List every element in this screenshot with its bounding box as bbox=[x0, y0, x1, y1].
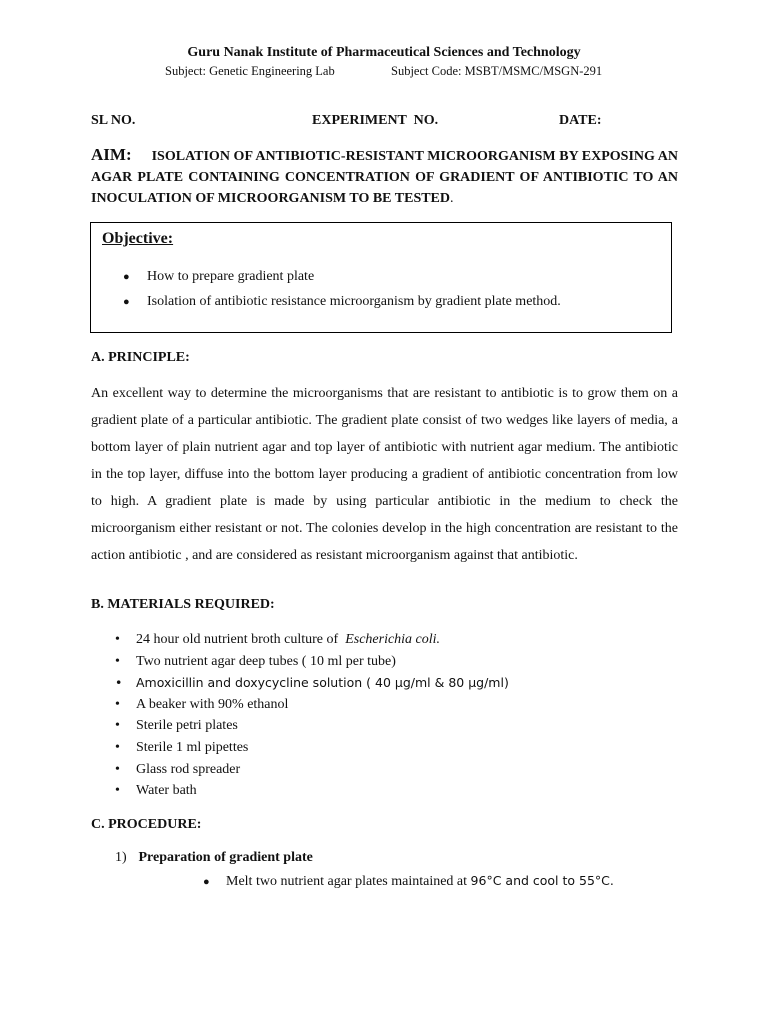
list-item: • Water bath bbox=[115, 780, 509, 802]
principle-paragraph: An excellent way to determine the microorganisms that are resistant to antibiotic is to grow them on a gradient plate of a particular antibiotic. The gradient plate consist of two wedges like layers of media, a bottom layer of plain nutrient agar and top layer of antibiotic with nutrient agar medium. The antibiotic in the top layer, diffuse into the bottom layer producing a gradient of antibiotic concentration from low to high. A gradient plate is made by using particular antibiotic in the medium to check the microorganism either resistant or not. The colonies develop in the high concentration are resistant to the action antibiotic , and are considered as resistant microorganism against that antibiotic. bbox=[91, 386, 678, 563]
aim-tail: . bbox=[450, 191, 454, 206]
sl-no-label: SL NO. bbox=[91, 113, 136, 128]
list-item: • Sterile 1 ml pipettes bbox=[115, 737, 509, 759]
list-item: • Amoxicillin and doxycycline solution ( 40 µg/ml & 80 µg/ml) bbox=[115, 672, 509, 694]
list-item: • Two nutrient agar deep tubes ( 10 ml per tube) bbox=[115, 651, 509, 673]
materials-heading: B. MATERIALS REQUIRED: bbox=[91, 597, 275, 612]
objective-box bbox=[90, 222, 672, 333]
aim-text: ISOLATION OF ANTIBIOTIC-RESISTANT MICROORGANISM BY EXPOSING AN AGAR PLATE CONTAINING CONCENTRATION OF GRADIENT OF ANTIBIOTIC TO AN INOCULATION OF MICROORGANISM TO BE TESTED bbox=[91, 149, 678, 206]
list-item: • A beaker with 90% ethanol bbox=[115, 694, 509, 716]
procedure-bullet bbox=[203, 873, 614, 890]
subject-row bbox=[165, 64, 603, 79]
list-item: • Sterile petri plates bbox=[115, 715, 509, 737]
subject-name: Subject: Genetic Engineering Lab bbox=[165, 64, 335, 78]
principle-heading: A. PRINCIPLE: bbox=[91, 350, 190, 365]
materials-list bbox=[115, 629, 509, 802]
procedure-heading: C. PROCEDURE: bbox=[91, 817, 202, 832]
material-text: 24 hour old nutrient broth culture of bbox=[136, 632, 339, 647]
bullet-text: Melt two nutrient agar plates maintained at bbox=[226, 874, 468, 889]
objective-item: ● How to prepare gradient plate bbox=[123, 267, 561, 292]
procedure-step bbox=[115, 850, 313, 866]
aim-label: AIM: bbox=[91, 145, 132, 164]
step-title: Preparation of gradient plate bbox=[138, 850, 313, 865]
objective-list bbox=[123, 267, 561, 317]
list-item bbox=[115, 629, 509, 651]
date-label: DATE: bbox=[559, 113, 602, 128]
step-number: 1) bbox=[115, 850, 127, 865]
subject-code: Subject Code: MSBT/MSMC/MSGN-291 bbox=[391, 64, 603, 78]
aim-block bbox=[91, 144, 678, 209]
bullet-temperatures: 96°C and cool to 55°C. bbox=[470, 873, 614, 888]
organism-name: Escherichia coli. bbox=[345, 632, 441, 647]
experiment-no-label: EXPERIMENT NO. bbox=[312, 113, 439, 128]
bullet-dot: ● bbox=[203, 876, 210, 888]
objective-title: Objective: bbox=[102, 230, 174, 247]
institute-name: Guru Nanak Institute of Pharmaceutical Sciences and Technology bbox=[187, 45, 581, 60]
list-item: • Glass rod spreader bbox=[115, 759, 509, 781]
objective-item: ● Isolation of antibiotic resistance microorganism by gradient plate method. bbox=[123, 292, 561, 317]
